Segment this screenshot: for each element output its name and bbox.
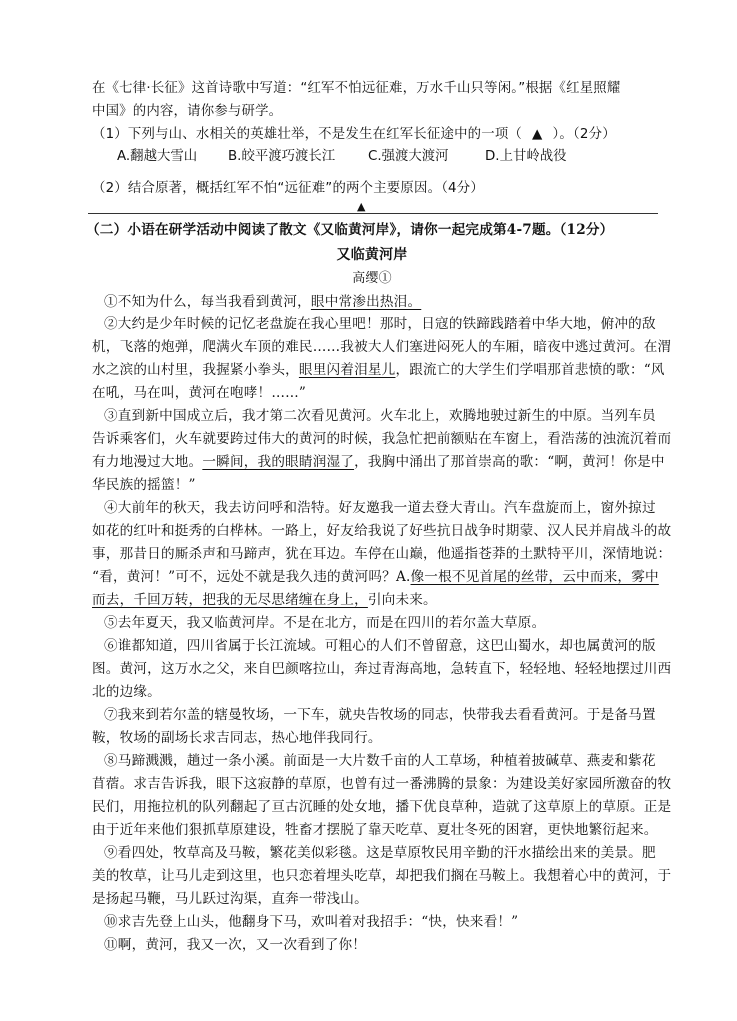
option-c: C.强渡大渡河 [368, 149, 449, 164]
paragraph-2-line-4: 在吼，马在叫，黄河在咆哮！……” [92, 385, 307, 401]
paragraph-1 [104, 293, 684, 311]
p2-underlined: 眼里闪着泪星儿 [298, 362, 396, 378]
intro-line-1: 在《七律·长征》这首诗歌中写道：“红军不怕远征难，万水千山只等闲。”根据《红星照耀 [92, 81, 621, 96]
p4-underlined-b: 而去，千回万转，把我的无尽思绪缠在身上， [92, 592, 368, 608]
question-1-stem-a: （1）下列与山、水相关的英雄壮举，不是发生在红军长征途中的一项（ [92, 127, 523, 142]
paragraph-3-line-4: 华民族的摇篮！” [92, 477, 196, 493]
answer-line [88, 213, 658, 214]
paragraph-4-line-3: 事，那昔日的厮杀声和马蹄声，犹在耳边。车停在山巅，他遥指苍莽的土默特平川，深情地说： [92, 546, 672, 562]
paragraph-6-line-3: 北的边缘。 [92, 684, 161, 700]
p3-text-b: ，我胸中涌出了那首崇高的歌：“啊，黄河！你是中 [354, 454, 665, 470]
paragraph-9-line-1: ⑨看四处，牧草高及马鞍，繁花美似彩毯。这是草原牧民用辛勤的汗水描绘出来的美景。肥 [104, 845, 656, 861]
option-b: B.皎平渡巧渡长江 [228, 149, 336, 164]
intro-line-2: 中国》的内容，请你参与研学。 [92, 104, 283, 119]
paragraph-6-line-1: ⑥谁都知道，四川省属于长江流域。可粗心的人们不曾留意，这巴山蜀水，却也属黄河的版 [104, 638, 656, 654]
answer-marker-q1: ▲ [532, 127, 543, 142]
p4-text-b: 引向未来。 [367, 592, 437, 608]
paragraph-2-line-3 [92, 361, 672, 379]
p1-underlined: 眼中常渗出热泪。 [310, 294, 422, 310]
option-a: A.翻越大雪山 [117, 149, 198, 164]
question-2-stem: （2）结合原著，概括红军不怕“远征难”的两个主要原因。（4分） [92, 181, 484, 196]
paragraph-4-line-5 [92, 591, 672, 609]
paragraph-11: ⑪啊，黄河，我又一次，又一次看到了你！ [104, 937, 367, 953]
paragraph-7-line-2: 鞍，牧场的副场长求吉同志，热心地伴我同行。 [92, 730, 382, 746]
paragraph-3-line-3 [92, 453, 672, 471]
p3-text-a: 有力地漫过大地。 [92, 454, 203, 470]
paragraph-8-line-2: 苜蓿。求吉告诉我，眼下这寂静的草原，也曾有过一番沸腾的景象：为建设美好家园所激奋的牧 [92, 776, 672, 792]
paragraph-2-line-1: ②大约是少年时候的记忆老盘旋在我心里吧！那时，日寇的铁蹄践踏着中华大地，俯冲的敌 [104, 316, 656, 332]
article-title: 又临黄河岸 [336, 247, 408, 263]
p2-text-a: 水之滨的山村里，我握紧小拳头， [92, 362, 299, 378]
question-1-stem [92, 126, 672, 144]
p2-text-b: ，跟流亡的大学生们学唱那首悲愤的歌：“风 [395, 362, 665, 378]
p3-underlined: 一瞬间，我的眼睛润湿了 [202, 454, 355, 470]
answer-marker-q2: ▲ [357, 200, 366, 213]
paragraph-4-line-2: 如花的红叶和挺秀的白桦林。一路上，好友给我说了好些抗日战争时期蒙、汉人民并肩战斗的故 [92, 523, 672, 539]
paragraph-8-line-3: 民们，用拖拉机的队列翻起了亘古沉睡的处女地，播下优良草种，造就了这草原上的草原。正是 [92, 799, 672, 815]
p4-underlined-a: 像一根不见首尾的丝带，云中而来，雾中 [410, 569, 659, 585]
article-author: 高缨① [352, 271, 392, 286]
paragraph-6-line-2: 图。黄河，这万水之父，来自巴颜喀拉山，奔过青海高地，急转直下，轻轻地、轻轻地摆过川西 [92, 661, 672, 677]
paragraph-3-line-2: 告诉乘客们，火车就要跨过伟大的黄河的时候，我急忙把前额贴在车窗上，看浩荡的浊流沉着而 [92, 431, 672, 447]
paragraph-3-line-1: ③直到新中国成立后，我才第二次看见黄河。火车北上，欢腾地驶过新生的中原。当列车员 [104, 408, 656, 424]
paragraph-4-line-1: ④大前年的秋天，我去访问呼和浩特。好友邀我一道去登大青山。汽车盘旋而上，窗外掠过 [104, 500, 656, 516]
paragraph-5: ⑤去年夏天，我又临黄河岸。不是在北方，而是在四川的若尔盖大草原。 [104, 615, 546, 631]
paragraph-9-line-2: 美的牧草，让马儿走到这里，也只恋着埋头吃草，却把我们搁在马鞍上。我想着心中的黄河，于 [92, 868, 672, 884]
paragraph-2-line-2: 机，飞落的炮弹，爬满火车顶的难民……我被大人们塞进闷死人的车厢，暗夜中逃过黄河。在渭 [92, 339, 672, 355]
paragraph-4-line-4 [92, 568, 672, 586]
paragraph-9-line-3: 是扬起马鞭，马儿跃过沟渠，直奔一带浅山。 [92, 891, 368, 907]
question-1-stem-b: ）。（2分） [552, 127, 616, 142]
paragraph-7-line-1: ⑦我来到若尔盖的辖曼牧场，一下车，就央告牧场的同志，快带我去看看黄河。于是备马置 [104, 707, 656, 723]
option-d: D.上甘岭战役 [485, 149, 567, 164]
paragraph-10: ⑩求吉先登上山头，他翻身下马，欢叫着对我招手：“快，快来看！” [104, 914, 519, 930]
p1-text: ①不知为什么，每当我看到黄河， [104, 294, 311, 310]
p4-text-a: “看，黄河！”可不，远处不就是我久违的黄河吗？A. [92, 569, 411, 585]
paragraph-8-line-1: ⑧马蹄溅溅，趟过一条小溪。前面是一大片数千亩的人工草场，种植着披碱草、燕麦和紫花 [104, 753, 656, 769]
section-heading: （二）小语在研学活动中阅读了散文《又临黄河岸》，请你一起完成第4-7题。（12分） [86, 222, 614, 238]
paragraph-8-line-4: 由于近年来他们狠抓草原建设，牲畜才摆脱了靠天吃草、夏壮冬死的困窘，更快地繁衍起来。 [92, 822, 658, 838]
